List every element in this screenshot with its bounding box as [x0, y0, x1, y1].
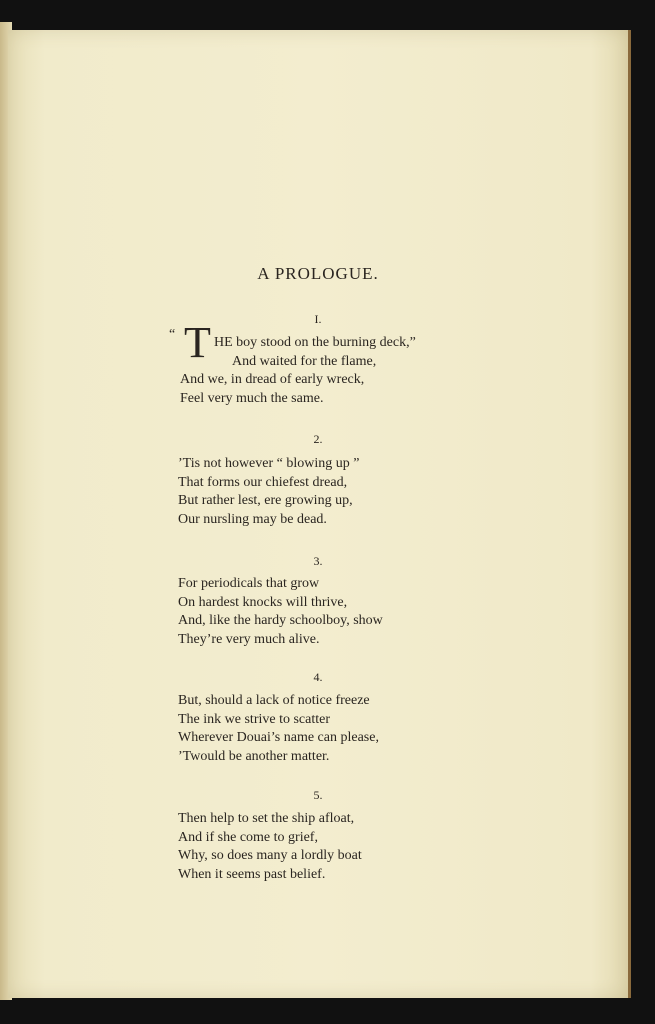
poem-line: ’Twould be another matter.: [178, 748, 330, 764]
stanza-3: [178, 575, 383, 649]
page-title: A PROLOGUE.: [257, 264, 379, 283]
poem-line: And waited for the flame,: [232, 353, 377, 369]
poem-line: And if she come to grief,: [178, 829, 318, 845]
stanza-4: [178, 692, 379, 766]
stanza-2: [178, 455, 359, 529]
stanza-number: 3.: [313, 554, 323, 568]
poem-line: Then help to set the ship afloat,: [178, 811, 355, 826]
poem-line: On hardest knocks will thrive,: [178, 594, 348, 610]
opening-quote: “: [169, 327, 176, 342]
poem-line: But, should a lack of notice freeze: [178, 693, 370, 708]
poem-line: Wherever Douai’s name can please,: [178, 730, 379, 745]
poem-line: For periodicals that grow: [178, 576, 320, 591]
stanza-number: I.: [314, 312, 322, 326]
stanza-number: 4.: [313, 670, 323, 684]
stanza-number: 2.: [313, 432, 323, 446]
poem-line: When it seems past belief.: [178, 866, 326, 882]
drop-cap-letter: T: [184, 318, 211, 367]
stanza-5: [178, 810, 362, 884]
poem-line: ’Tis not however “ blowing up ”: [178, 456, 360, 471]
poem-line: Feel very much the same.: [180, 390, 324, 406]
poem-line: HE boy stood on the burning deck,”: [214, 335, 416, 350]
stanza-1: [180, 334, 416, 408]
poem-line: They’re very much alive.: [178, 631, 320, 647]
poem-line: Why, so does many a lordly boat: [178, 848, 362, 863]
poem-line: That forms our chiefest dread,: [178, 474, 348, 490]
book-page: [8, 30, 631, 998]
poem-line: But rather lest, ere growing up,: [178, 493, 353, 508]
stanza-number: 5.: [313, 788, 323, 802]
poem-line: Our nursling may be dead.: [178, 511, 327, 527]
poem-line: And, like the hardy schoolboy, show: [178, 613, 383, 628]
poem-line: The ink we strive to scatter: [178, 711, 331, 727]
poem-line: And we, in dread of early wreck,: [180, 372, 365, 387]
